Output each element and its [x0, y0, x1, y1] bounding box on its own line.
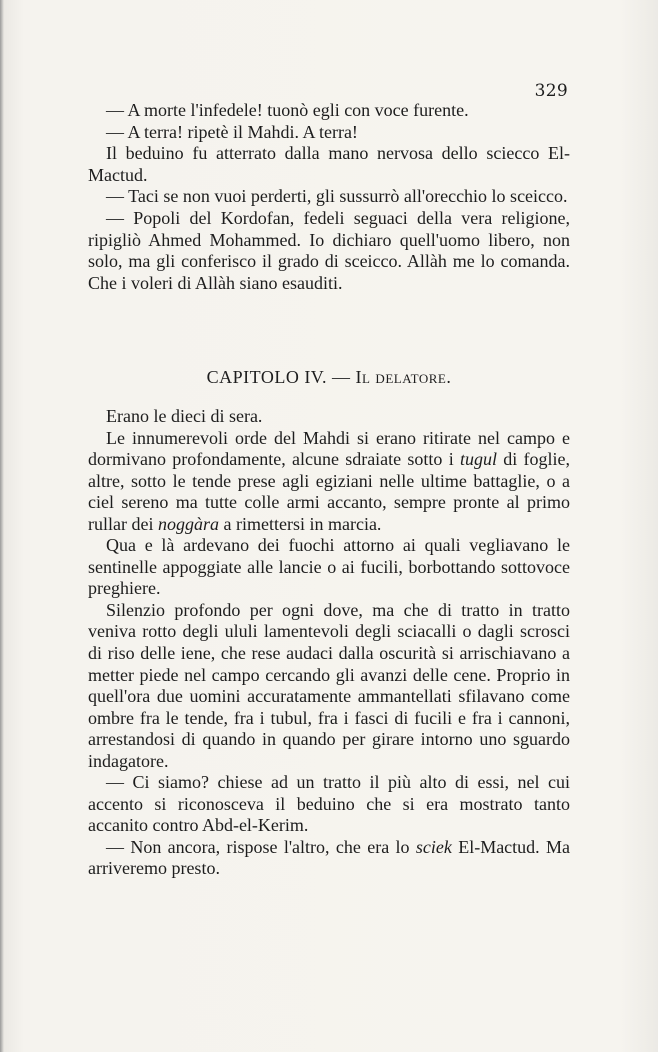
paragraph: Il beduino fu atterrato dalla mano nervosa dello sciecco El-Mactud. — [88, 143, 570, 185]
text-block-bottom — [88, 406, 570, 880]
paragraph: Erano le dieci di sera. — [106, 406, 263, 426]
text-span: a rimettersi in marcia. — [219, 513, 382, 534]
italic-term: noggàra — [157, 513, 219, 534]
paragraph: Qua e là ardevano dei fuochi attorno ai quali vegliavano le sentinelle appoggiate alle lancie o ai fucili, borbottando sottovoce preghiere. — [88, 535, 570, 599]
chapter-heading — [88, 367, 570, 388]
text-block-top — [88, 100, 570, 294]
text-span: El-Mactud. Ma arriveremo presto. — [88, 836, 571, 879]
paragraph: — Ci siamo? chiese ad un tratto il più alto di essi, nel cui accento si riconosceva il beduino che si era mostrato tanto accanito contro Abd-el-Kerim. — [88, 772, 570, 836]
paragraph: Silenzio profondo per ogni dove, ma che di tratto in tratto veniva rotto degli ululi lamentevoli degli sciacalli o dagli scrosci di riso delle iene, che rese audaci dalla oscurità si arrischiavano a metter piede nel campo cercando gli avanzi delle cene. Proprio in quell'ora due uomini accuratamente ammantellati sfilavano come ombre fra le tende, fra i tubul, fra i fasci di fucili e fra i cannoni, arrestandosi di quando in quando per girare intorno uno sguardo indagatore. — [88, 599, 570, 771]
paragraph — [88, 837, 570, 880]
page-edge-shadow — [0, 0, 4, 1052]
paragraph: — A terra! ripetè il Mahdi. A terra! — [106, 121, 358, 142]
paragraph: — Popoli del Kordofan, fedeli seguaci della vera religione, ripigliò Ahmed Mohammed. Io dichiaro quell'uomo libero, non solo, ma gli conferisco il grado di sceicco. Allàh me lo comanda. Che i voleri di Allàh siano esauditi. — [88, 207, 570, 293]
chapter-number: CAPITOLO IV. — — [206, 367, 351, 387]
text-span: — Non ancora, rispose l'altro, che era lo — [106, 836, 416, 857]
paragraph: — A morte l'infedele! tuonò egli con voce furente. — [106, 100, 469, 120]
chapter-title: Il delatore. — [355, 367, 452, 387]
text-span: Le innumerevoli orde del Mahdi si erano ritirate nel campo e dormivano profondamente, alcune sdraiate sotto i — [88, 427, 570, 470]
italic-term: sciek — [415, 836, 452, 857]
page-number: 329 — [534, 81, 568, 101]
italic-term: tugul — [459, 449, 497, 470]
text-span: di foglie, altre, sotto le tende prese agli egiziani nelle ultime battaglie, o a ciel sereno ma tutte colle armi accanto, sempre pronte al primo rullar dei — [88, 449, 570, 534]
paragraph: — Taci se non vuoi perderti, gli sussurrò all'orecchio lo sceicco. — [106, 186, 568, 207]
paragraph — [88, 428, 570, 536]
